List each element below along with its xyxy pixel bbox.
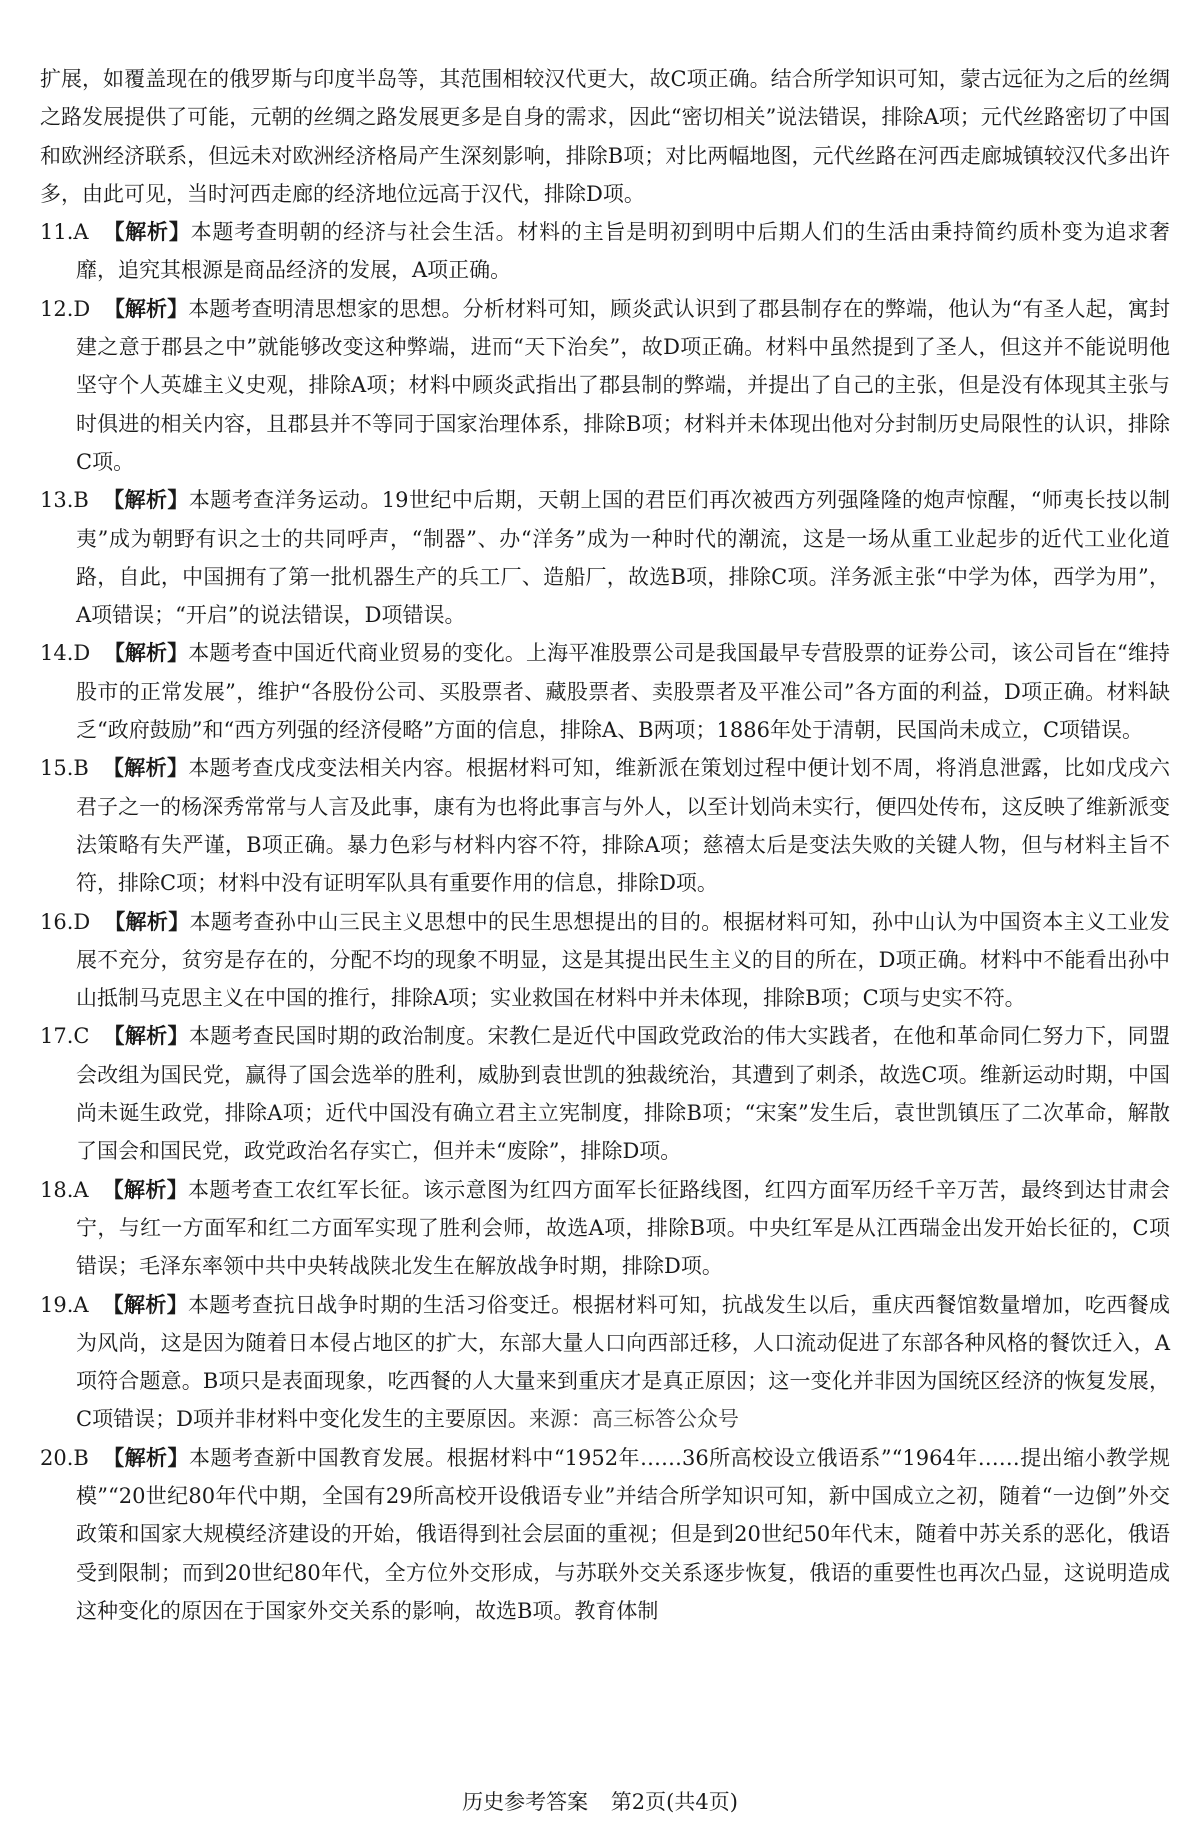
item-number: 14.D xyxy=(40,641,91,666)
item-text: 本题考查洋务运动。19世纪中后期，天朝上国的君臣们再次被西方列强隆隆的炮声惊醒，“师夷长技以制夷”成为朝野有识之士的共同呼声，“制器”、办“洋务”成为一种时代的潮流，这是一场从重工业起步的近代工业化道路，自此，中国拥有了第一批机器生产的兵工厂、造船厂，故选B项，排除C项。洋务派主张“中学为体，西学为用”，A项错误；“开启”的说法错误，D项错误。 xyxy=(76,488,1170,628)
item-number: 12.D xyxy=(40,296,91,321)
analysis-tag: 【解析】 xyxy=(103,296,189,321)
item-text: 本题考查民国时期的政治制度。宋教仁是近代中国政党政治的伟大实践者，在他和革命同仁努力下，同盟会改组为国民党，赢得了国会选举的胜利，威胁到袁世凯的独裁统治，其遭到了刺杀，故选C项。维新运动时期，中国尚未诞生政党，排除A项；近代中国没有确立君主立宪制度，排除B项；“宋案”发生后，袁世凯镇压了二次革命，解散了国会和国民党，政党政治名存实亡，但并未“废除”，排除D项。 xyxy=(76,1024,1171,1164)
answer-item-18 xyxy=(40,1171,1170,1286)
analysis-tag: 【解析】 xyxy=(102,1292,189,1317)
answer-item-14 xyxy=(40,634,1170,749)
answer-item-11 xyxy=(40,213,1170,290)
item-number: 11.A xyxy=(40,220,89,245)
answer-item-16 xyxy=(40,903,1170,1018)
analysis-tag: 【解析】 xyxy=(103,1024,189,1049)
analysis-tag: 【解析】 xyxy=(102,756,189,781)
answer-page xyxy=(40,60,1170,1630)
analysis-tag: 【解析】 xyxy=(104,909,190,934)
page-footer xyxy=(0,1786,1200,1816)
item-text: 本题考查戊戌变法相关内容。根据材料可知，维新派在策划过程中便计划不周，将消息泄露，比如戊戌六君子之一的杨深秀常常与人言及此事，康有为也将此事言与外人，以至计划尚未实行，便四处传布，这反映了维新派变法策略有失严谨，B项正确。暴力色彩与材料内容不符，排除A项；慈禧太后是变法失败的关键人物，但与材料主旨不符，排除C项；材料中没有证明军队具有重要作用的信息，排除D项。 xyxy=(76,756,1171,896)
analysis-tag: 【解析】 xyxy=(103,220,191,245)
item-text: 本题考查明朝的经济与社会生活。材料的主旨是明初到明中后期人们的生活由秉持简约质朴变为追求奢靡，追究其根源是商品经济的发展，A项正确。 xyxy=(76,220,1171,283)
item-number: 20.B xyxy=(40,1445,89,1470)
answer-item-13 xyxy=(40,481,1170,634)
item-text: 本题考查孙中山三民主义思想中的民生思想提出的目的。根据材料可知，孙中山认为中国资本主义工业发展不充分，贫穷是存在的，分配不均的现象不明显，这是其提出民生主义的目的所在，D项正确。材料中不能看出孙中山抵制马克思主义在中国的推行，排除A项；实业救国在材料中并未体现，排除B项；C项与史实不符。 xyxy=(76,909,1171,1011)
item-text: 本题考查明清思想家的思想。分析材料可知，顾炎武认识到了郡县制存在的弊端，他认为“有圣人起，寓封建之意于郡县之中”就能够改变这种弊端，进而“天下治矣”，故D项正确。材料中虽然提到了圣人，但这并不能说明他坚守个人英雄主义史观，排除A项；材料中顾炎武指出了郡县制的弊端，并提出了自己的主张，但是没有体现其主张与时俱进的相关内容，且郡县并不等同于国家治理体系，排除B项；材料并未体现出他对分封制历史局限性的认识，排除C项。 xyxy=(76,296,1170,474)
analysis-tag: 【解析】 xyxy=(103,641,189,666)
item-text: 本题考查新中国教育发展。根据材料中“1952年……36所高校设立俄语系”“1964年……提出缩小教学规模”“20世纪80年代中期，全国有29所高校开设俄语专业”并结合所学知识可知，新中国成立之初，随着“一边倒”外交政策和国家大规模经济建设的开始，俄语得到社会层面的重视；但是到20世纪50年代末，随着中苏关系的恶化，俄语受到限制；而到20世纪80年代，全方位外交形成，与苏联外交关系逐步恢复，俄语的重要性也再次凸显，这说明造成这种变化的原因在于国家外交关系的影响，故选B项。教育体制 xyxy=(76,1445,1170,1623)
item-text: 本题考查中国近代商业贸易的变化。上海平准股票公司是我国最早专营股票的证券公司，该公司旨在“维持股市的正常发展”，维护“各股份公司、买股票者、藏股票者、卖股票者及平准公司”各方面的利益，D项正确。材料缺乏“政府鼓励”和“西方列强的经济侵略”方面的信息，排除A、B两项；1886年处于清朝，民国尚未成立，C项错误。 xyxy=(76,641,1170,743)
answer-item-17 xyxy=(40,1017,1170,1170)
item-text: 本题考查抗日战争时期的生活习俗变迁。根据材料可知，抗战发生以后，重庆西餐馆数量增加，吃西餐成为风尚，这是因为随着日本侵占地区的扩大，东部大量人口向西部迁移，人口流动促进了东部各种风格的餐饮迁入，A项符合题意。B项只是表面现象，吃西餐的人大量来到重庆才是真正原因；这一变化并非因为国统区经济的恢复发展，C项错误；D项并非材料中变化发生的主要原因。 xyxy=(76,1292,1170,1432)
analysis-tag: 【解析】 xyxy=(103,1445,189,1470)
item-number: 13.B xyxy=(40,488,89,513)
item-text: 本题考查工农红军长征。该示意图为红四方面军长征路线图，红四方面军历经千辛万苦，最终到达甘肃会宁，与红一方面军和红二方面军实现了胜利会师，故选A项，排除B项。中央红军是从江西瑞金出发开始长征的，C项错误；毛泽东率领中共中央转战陕北发生在解放战争时期，排除D项。 xyxy=(76,1177,1170,1279)
item-number: 16.D xyxy=(40,909,91,934)
analysis-tag: 【解析】 xyxy=(103,488,189,513)
footer-page-number: 第2页(共4页) xyxy=(610,1790,738,1814)
answer-item-12 xyxy=(40,290,1170,481)
analysis-tag: 【解析】 xyxy=(102,1177,189,1202)
answer-item-15 xyxy=(40,749,1170,902)
answer-item-19 xyxy=(40,1286,1170,1439)
item-number: 19.A xyxy=(40,1292,89,1317)
item-number: 17.C xyxy=(40,1024,90,1049)
item-number: 18.A xyxy=(40,1177,89,1202)
footer-subject: 历史参考答案 xyxy=(462,1790,589,1814)
answer-item-20 xyxy=(40,1439,1170,1630)
item-number: 15.B xyxy=(40,756,89,781)
source-watermark: 来源：高三标答公众号 xyxy=(528,1407,739,1432)
continuation-paragraph: 扩展，如覆盖现在的俄罗斯与印度半岛等，其范围相较汉代更大，故C项正确。结合所学知识可知，蒙古远征为之后的丝绸之路发展提供了可能，元朝的丝绸之路发展更多是自身的需求，因此“密切相关”说法错误，排除A项；元代丝路密切了中国和欧洲经济联系，但远未对欧洲经济格局产生深刻影响，排除B项；对比两幅地图，元代丝路在河西走廊城镇较汉代多出许多，由此可见，当时河西走廊的经济地位远高于汉代，排除D项。 xyxy=(40,67,1170,206)
